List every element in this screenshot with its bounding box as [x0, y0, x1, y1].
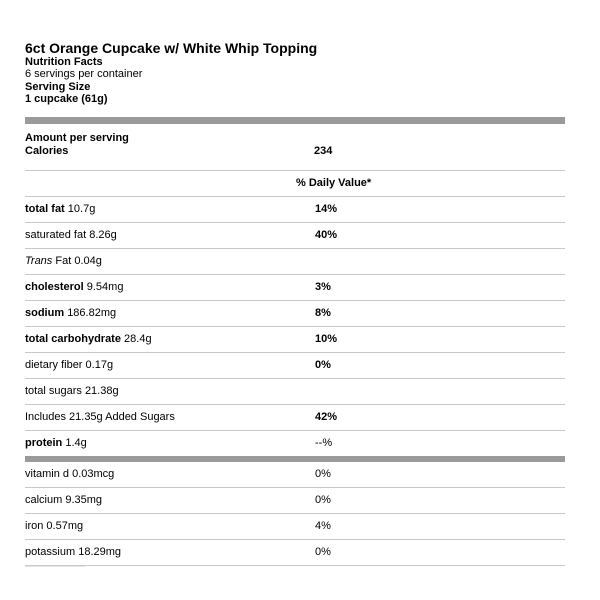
nutrient-row-total-fat [25, 197, 565, 223]
nutrient-label: total carbohydrate [25, 333, 121, 345]
nutrient-amount: 28.4g [124, 333, 152, 345]
nutrient-amount: 21.38g [84, 385, 119, 397]
calories-label: Calories [25, 145, 69, 157]
nutrient-label: sodium [25, 307, 65, 319]
daily-value-header-text: % Daily Value* [296, 177, 372, 189]
nutrient-name [25, 249, 102, 274]
vitamin-row-vitamin-d [25, 462, 565, 488]
nutrient-row-cholesterol [25, 275, 565, 301]
nutrient-label: cholesterol [25, 281, 84, 293]
serving-size-label: Serving Size [25, 81, 91, 93]
nutrient-name [25, 275, 123, 300]
nutrient-row-saturated-fat [25, 223, 565, 249]
nutrient-label: Trans [25, 255, 53, 267]
vitamin-dv: 0% [315, 468, 331, 480]
calories-value: 234 [314, 145, 333, 157]
nutrient-name [25, 353, 113, 378]
nutrient-row-total-carbohydrate [25, 327, 565, 353]
amount-per-serving-label: Amount per serving [25, 132, 129, 144]
nutrient-amount: Fat 0.04g [55, 255, 102, 267]
nutrient-label: total sugars [25, 385, 82, 397]
nutrient-dv: 3% [315, 281, 331, 293]
nutrient-row-added-sugars [25, 405, 565, 431]
vitamin-name [25, 462, 114, 487]
nutrient-name [25, 301, 116, 326]
vitamin-label: calcium [25, 494, 63, 506]
calories-block [25, 124, 565, 171]
nutrient-label: total fat [25, 203, 65, 215]
product-title: 6ct Orange Cupcake w/ White Whip Topping [25, 40, 318, 56]
vitamin-name [25, 488, 102, 513]
nutrient-name [25, 197, 95, 222]
vitamin-dv: 4% [315, 520, 331, 532]
nutrient-amount: 1.4g [65, 437, 87, 449]
footer-divider [25, 566, 85, 567]
vitamin-dv: 0% [315, 494, 331, 506]
nutrient-name [25, 223, 117, 248]
nutrient-amount: 9.54mg [86, 281, 124, 293]
nutrient-name [25, 379, 119, 404]
nutrient-dv: 8% [315, 307, 331, 319]
nutrient-label: dietary fiber [25, 359, 83, 371]
vitamin-row-iron [25, 514, 565, 540]
nutrient-dv: 14% [315, 203, 338, 215]
vitamin-row-calcium [25, 488, 565, 514]
nutrient-amount: 186.82mg [67, 307, 117, 319]
nutrient-name [25, 327, 152, 352]
vitamin-name [25, 540, 121, 565]
vitamin-name [25, 514, 83, 539]
nutrition-facts-label: Nutrition Facts [25, 56, 103, 68]
vitamin-amount: 0.57mg [46, 520, 84, 532]
nutrition-facts-panel [25, 40, 565, 566]
nutrient-row-dietary-fiber [25, 353, 565, 379]
nutrient-label: saturated fat [25, 229, 87, 241]
nutrient-amount: 0.17g [85, 359, 114, 371]
vitamin-dv: 0% [315, 546, 331, 558]
vitamin-row-potassium [25, 540, 565, 566]
nutrient-name: Includes 21.35g Added Sugars [25, 411, 175, 423]
nutrient-row-sodium [25, 301, 565, 327]
serving-size-value: 1 cupcake (61g) [25, 93, 108, 105]
nutrient-row-protein [25, 431, 565, 462]
nutrient-label: protein [25, 437, 63, 449]
nutrient-dv: --% [315, 437, 333, 449]
nutrient-dv: 40% [315, 229, 338, 241]
vitamin-amount: 9.35mg [65, 494, 103, 506]
vitamin-amount: 18.29mg [78, 546, 122, 558]
divider-thick [25, 117, 565, 124]
vitamin-label: iron [25, 520, 44, 532]
nutrient-dv: 42% [315, 411, 338, 423]
nutrient-dv: 10% [315, 333, 338, 345]
nutrient-amount: 8.26g [89, 229, 117, 241]
nutrient-amount: 10.7g [67, 203, 96, 215]
nutrient-row-trans-fat [25, 249, 565, 275]
vitamin-label: vitamin d [25, 468, 70, 480]
nutrient-row-total-sugars [25, 379, 565, 405]
nutrient-name [25, 431, 87, 456]
daily-value-header [25, 171, 565, 197]
vitamin-label: potassium [25, 546, 76, 558]
nutrient-dv: 0% [315, 359, 331, 371]
servings-per-container: 6 servings per container [25, 68, 143, 80]
vitamin-amount: 0.03mcg [72, 468, 115, 480]
